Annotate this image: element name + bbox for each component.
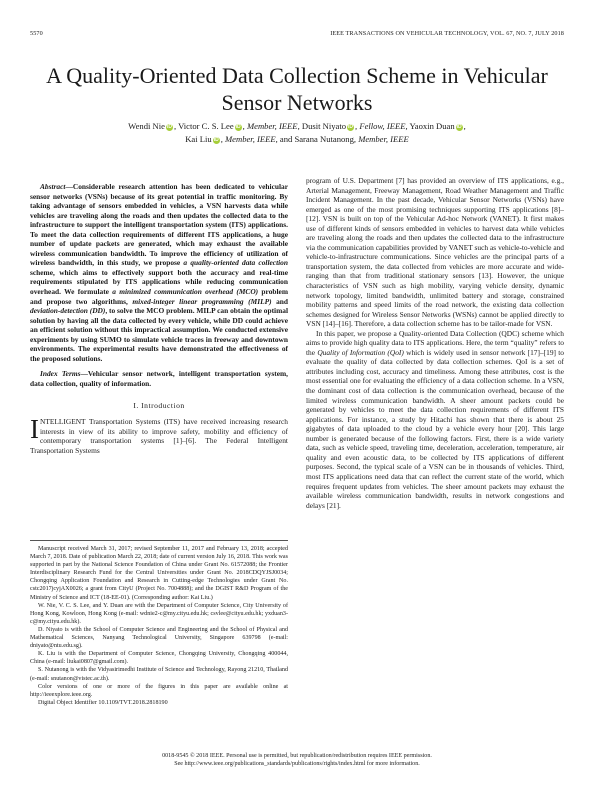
footnote-affiliation: K. Liu is with the Department of Computer Science, Chongqing University, Chongqing 400044, China (e-mail: liukai0807@gmail.com). <box>30 651 288 666</box>
right-column <box>306 176 564 510</box>
footnote-affiliation: W. Nie, V. C. S. Lee, and Y. Duan are with the Department of Computer Science, City University of Hong Kong, Kowloon, Hong Kong (e-mail: wdnie2-c@my.cityu.edu.hk; csvlee@cityu.edu.hk; yxduan3-c@my.cityu.edu.hk). <box>30 602 288 625</box>
author-name: Kai Liu <box>185 134 212 144</box>
abstract-emphasis: mixed-integer linear programming (MILP) <box>132 296 272 306</box>
footnote-rule <box>30 540 288 541</box>
abstract-emphasis: deviation-detection (DD) <box>30 306 106 316</box>
abstract-text: and <box>271 296 289 306</box>
abstract-text: problem and propose two algorithms, <box>30 287 288 306</box>
author-affiliation: Member, IEEE <box>358 134 409 144</box>
abstract-text: , to solve the MCO problem. MILP can obtain the optimal solution by having all the data collected by every vehicle, while DD could achieve an efficient solution without this impractical assumption. We conducted extensive experiments by using SUMO to simulate vehicle traces in freeway and downtown environments. The experimental results have demonstrated the effectiveness of the proposed solutions. <box>30 306 289 363</box>
author-name: , and Sarana Nutanong, <box>275 134 359 144</box>
running-header <box>30 30 564 37</box>
orcid-icon[interactable]: iD <box>456 124 462 130</box>
author-affiliation: , Member, IEEE <box>220 134 276 144</box>
body-paragraph <box>306 329 564 510</box>
page-number: 5570 <box>30 30 43 37</box>
orcid-icon[interactable]: iD <box>213 137 219 143</box>
author-affiliation: , Fellow, IEEE <box>355 121 406 131</box>
abstract-emphasis: a minimized communication overhead (MCO) <box>112 287 259 297</box>
abstract-emphasis: a quality-oriented data collection <box>183 258 288 268</box>
author-name: , Dusit Niyato <box>297 121 347 131</box>
index-terms-label: Index Terms <box>40 369 81 379</box>
abstract-text: scheme, which aims to effectively support both the accuracy and real-time requirements stipulated by ITS applications while reducing communication overhead. We formulate <box>30 267 288 297</box>
footnote-affiliation: S. Nutanong is with the Vidyasirimedhi Institute of Science and Technology, Rayong 21210, Thailand (e-mail: snutanon@vistec.ac.th). <box>30 667 288 682</box>
section-heading: I. Introduction <box>133 401 185 411</box>
index-terms <box>30 369 288 388</box>
abstract-text: —Considerable research attention has been dedicated to vehicular sensor networks (VSNs) because of its great potential in traffic monitoring. By taking advantage of sensors embedded in vehicles, a VSN harvests data while vehicles are traveling along the roads and then updates the collected data to the infrastructure to support the intelligent transportation system (ITS) applications. To meet the data collection requirements of different ITS applications, a huge number of update packets are generated, which may exhaust the available wireless communication bandwidth. To improve the efficiency of utilization of wireless bandwidth, in this study, we propose <box>30 182 288 268</box>
body-emphasis: Quality of Information (QoI) <box>317 347 404 357</box>
author-separator: , <box>463 121 466 131</box>
left-column <box>30 182 288 455</box>
copyright-footer <box>30 752 564 768</box>
paper-title: A Quality-Oriented Data Collection Scheme in Vehicular Sensor Networks <box>46 63 548 115</box>
intro-paragraph <box>30 414 288 455</box>
orcid-icon[interactable]: iD <box>166 124 172 130</box>
orcid-icon[interactable]: iD <box>235 124 241 130</box>
copyright-line: 0018-9545 © 2018 IEEE. Personal use is permitted, but republication/redistribution requires IEEE permission. <box>162 753 432 759</box>
rights-link[interactable]: See http://www.ieee.org/publications_standards/publications/rights/index.html for more information. <box>174 761 420 767</box>
author-name: , Yaoxin Duan <box>405 121 455 131</box>
footnotes <box>30 545 288 707</box>
footnote-doi[interactable]: Digital Object Identifier 10.1109/TVT.2018.2818190 <box>38 699 168 706</box>
orcid-icon[interactable]: iD <box>348 124 354 130</box>
footnote-affiliation: D. Niyato is with the School of Computer Science and Engineering and the School of Physical and Mathematical Sciences, Nanyang Technological University, Singapore 639798 (e-mail: dniyato@ntu.edu.sg). <box>30 626 288 650</box>
body-text: which is widely used in sensor network [17]–[19] to evaluate the quality of data collected by data collection schemes. QoI is a set of attributes including cost, accuracy and timeliness. Among these attributes, cost is the most essential one for evaluating the efficiency of a data collection scheme. In a VSN, the dominant cost of data collection is the communication overhead, because of the limited wireless communication bandwidth. A sheer amount packets could be generated by vehicles to meet the data collection requirements of different ITS applications. For instance, a study by Hitachi has shown that there is about 25 gigabytes of data uploaded to the cloud by a vehicle every hour [20]. This large number is generated because of the following factors. First, there is a wide variety data, such as vehicle speed, traveling time, deceleration, acceleration, temperature, air quality and even acoustic data, to be collected by ITS applications of different purposes. Second, the typical scale of a VSN can be in thousands of vehicles. Third, most ITS applications need data that can reflect the current state of the world, which requires frequent updates from vehicles. The sheer amount packets may exhaust the available wireless communication bandwidth, results in network congestions and delays [21]. <box>306 347 565 510</box>
drop-cap: I <box>30 414 39 445</box>
footnote-manuscript: Manuscript received March 31, 2017; revised September 11, 2017 and February 13, 2018; accepted March 7, 2018. Date of publication March 22, 2018; date of current version July 16, 2018. This work was supported in part by the National Science Foundation of China under Grant No. 61572088; the Frontier Interdisciplinary Research Fund for the Central Universities under Grant No. 2018CDQYJSJ0034; Chongqing Application Foundation and Research in Cutting-edge Technologies under Grant No. cstc2017jcyjAX0026; a grant from CityU (Project No. 7004888); and the DGIST R&D Program of the Ministry of Science and ICT (18-EE-01). (Corresponding author: Kai Liu.) <box>30 546 288 601</box>
footnote-color-note[interactable]: Color versions of one or more of the figures in this paper are available online at http://ieeexplore.ieee.org. <box>30 683 288 698</box>
author-list <box>70 120 524 146</box>
abstract <box>30 182 288 363</box>
body-text: In this paper, we propose a Quality-oriented Data Collection (QDC) scheme which aims to provide high quality data to ITS applications. Here, the term “quality” refers to the <box>306 328 564 357</box>
intro-smallcaps: NTELLIGENT <box>40 417 86 427</box>
journal-name: IEEE TRANSACTIONS ON VEHICULAR TECHNOLOGY, VOL. 67, NO. 7, JULY 2018 <box>330 30 564 37</box>
author-name: Wendi Nie <box>128 121 165 131</box>
index-terms-text: —Vehicular sensor network, intelligent transportation system, data collection, quality of information. <box>30 369 288 388</box>
abstract-label: Abstract <box>40 182 66 191</box>
intro-text: Transportation Systems (ITS) have received increasing research interests in view of its ability to improve safety, mobility and efficiency of contemporary transportation systems [1]–[6]. The Federal Intelligent Transportation Systems <box>30 417 288 455</box>
author-affiliation: , Member, IEEE <box>242 121 298 131</box>
author-name: , Victor C. S. Lee <box>173 121 234 131</box>
body-paragraph: program of U.S. Department [7] has provided an overview of ITS applications, e.g., Arterial Management, Freeway Management, Road Weather Management and Traffic Incident Management. In the past decade, Vehicular Sensor Networks (VSNs) have emerged as one of the most promising techniques supporting ITS applications [8]–[12]. VSN is built on top of the Vehicular Ad-hoc Network (VANET). It first makes use of different kinds of sensors embedded in vehicles to harvest data while vehicles are traveling along the roads and then updates the collected data to the infrastructure via the communication capabilities provided by VANET such as vehicle-to-vehicle and vehicle-to-infrastructure communications. Since vehicles are the principal parts of a transportation system, the data collected from vehicles are more accurate and wide-ranging than that from traditional stationary sensors [13]. However, the unique characteristics of VSN such as high mobility, varying vehicle density, dynamic network topology, limited bandwidth, unlimited battery and storage, constrained mobility patterns and speed limits of the road network, the existing data collection schemes designed for Wireless Sensor Networks (WSNs) cannot be applied directly to VSN [14]–[16]. Therefore, a data collection scheme has to be tailor-made for VSN. <box>306 176 564 329</box>
